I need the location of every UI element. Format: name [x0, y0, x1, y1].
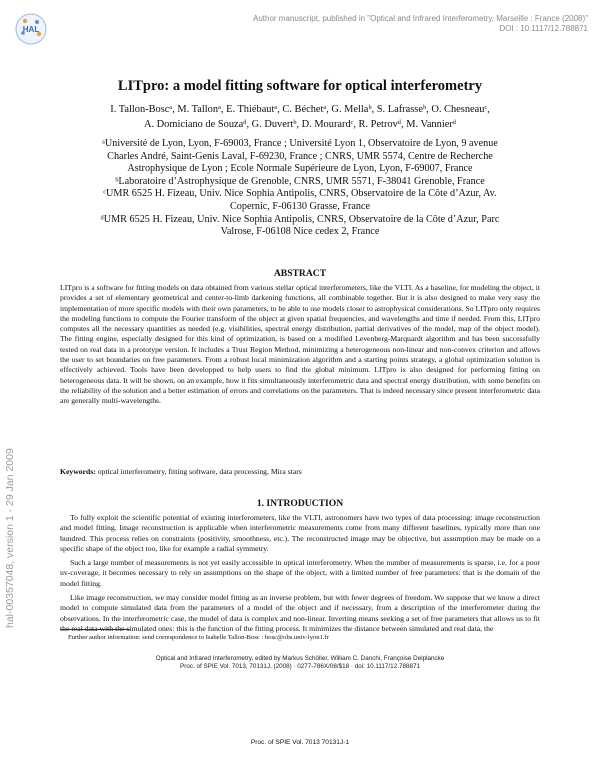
section-heading-introduction: 1. INTRODUCTION — [256, 498, 344, 509]
logo-text: HAL — [22, 25, 40, 34]
footer-line-2: Proc. of SPIE Vol. 7013, 70131J, (2008) · 0277-786X/08/$18 · doi: 10.1117/12.788871 — [180, 663, 420, 671]
intro-paragraph: Such a large number of measurements is not yet easily accessible in optical interferometry. When the number of measurements is sparse, i.e. for a poor uv-coverage, it becomes necessary to rely on assumptions on the shape of the object, with a limited number of free parameters: that is the domain of the model fitting. — [60, 558, 540, 588]
abstract-body — [60, 283, 540, 407]
affiliation-line: Charles André, Saint-Genis Laval, F-69230, France ; CNRS, UMR 5574, Centre de Recherche — [107, 150, 493, 162]
affiliations — [60, 138, 540, 239]
affiliation-line: ᵃUniversité de Lyon, Lyon, F-69003, France ; Université Lyon 1, Observatoire de Lyon, 9 avenue — [102, 138, 498, 149]
affiliation-line: Copernic, F-06130 Grasse, France — [229, 200, 371, 212]
intro-paragraph: To fully exploit the scientific potential of existing interferometers, like the VLTI, astronomers have two types of data processing: image reconstruction and model fitting. Image reconstruction is applicable when interferometric measurements come from many different baselines, typically more than one hundred. This process relies on constraints (positivity, smoothness, etc.). The reconstructed image may be objective, but assumption may be made on a specific shape of the object too, like for example a radial symmetry. — [60, 513, 540, 553]
abstract-heading: ABSTRACT — [273, 268, 327, 279]
header-doi: DOI : 10.1117/12.788871 — [499, 24, 588, 33]
authors-line-2: A. Domiciano de Souzaᵈ, G. Duvertᵇ, D. Mourardᶜ, R. Petrovᵈ, M. Vannierᵈ — [143, 119, 457, 130]
footnote-rule — [60, 629, 130, 630]
paper-title: LITpro: a model fitting software for optical interferometry — [117, 78, 483, 94]
keywords-label: Keywords: — [60, 467, 96, 476]
intro-paragraph: Like image reconstruction, we may consider model fitting as an inverse problem, but with fewer degrees of freedom. We suppose that we know a direct model to compute simulated data from the parameters of a model of the object and if necessary, from a description of the interferometer during the observations. In the interferometric case, the model of data is complex and non-linear. Inverting means seeking a set of free parameters that allows us to fit the real data with the simulated ones: this is the function of the fitting process. It minimizes the distance between simulated and real data, the — [60, 593, 540, 633]
hal-logo — [14, 12, 48, 46]
footnote: Further author information: send correspondence to Isabelle Tallon-Bosc : bosc@obs.univ-lyon1.fr — [68, 634, 329, 641]
affiliation-line: ᶜUMR 6525 H. Fizeau, Univ. Nice Sophia Antipolis, CNRS, Observatoire de la Côte d’Azur, Av. — [103, 188, 497, 200]
affiliation-line: Valrose, F-06108 Nice cedex 2, France — [220, 226, 380, 238]
footer-line-1: Optical and Infrared Interferometry, edited by Markus Schöller, William C. Danchi, Françoise Delplancke — [155, 655, 445, 662]
abstract-text: LITpro is a software for fitting models on data obtained from various stellar optical interferometers, like the VLTI. As a baseline, for modeling the object, it provides a set of elementary geometrical and center-to-limb darkening functions, all combinable together. But it is also designed to make very easy the implementation of more specific models with their own parameters, to be able to use models closer to astrophysical considerations. So LITpro only requires the modeling functions to compute the Fourier transform of the object at given spatial frequencies, and wavelengths and time if needed. From this, LITpro computes all the necessary quantities as needed (e.g. visibilities, spectral energy distribution, partial derivatives of the model, map of the object model). The fitting engine, especially designed for this kind of optimization, is based on a modified Levenberg-Marquardt algorithm and has been successfully tested on real data in a prototype version. It includes a Trust Region Method, minimizing a heterogeneous non-linear and non-convex criterion and allows the user to set boundaries on free parameters. From a robust local minimization algorithm and a starting points strategy, a global optimization solution is effectively achieved. Tools have been developped to help users to find the global minimum. LITpro is also designed for performing fitting on heterogeneous data. It will be shown, on an example, how it fits simultaneously interferometric data and spectral energy distribution, with some benefits on the reliability of the solution and a better estimation of errors and correlations on the parameters. That is indeed necessary since present interferometric data are generally multi-wavelengths. — [60, 283, 540, 406]
hal-archives-logo-icon — [14, 12, 48, 46]
header-publication-note — [148, 14, 588, 34]
authors-line-1: I. Tallon-Boscᵃ, M. Tallonᵃ, E. Thiébautᵃ, C. Béchetᵃ, G. Mellaᵇ, S. Lafrasseᵇ, O. Chesneauᶜ, — [110, 104, 490, 115]
affiliation-line: ᵈUMR 6525 H. Fizeau, Univ. Nice Sophia Antipolis, CNRS, Observatoire de la Côte d’Azur, Parc — [100, 213, 500, 225]
publication-footer — [110, 655, 490, 672]
keywords-text: optical interferometry, fitting software, data processing, Mira stars — [97, 467, 302, 476]
hal-id-sidebar: hal-00357048, version 1 - 29 Jan 2009 — [4, 448, 16, 628]
keywords — [60, 467, 540, 477]
affiliation-line: ᵇLaboratoire d’Astrophysique de Grenoble, CNRS, UMR 5571, F-38041 Grenoble, France — [115, 175, 485, 187]
header-line-1: Author manuscript, published in "Optical and Infrared Interferometry, Marseille : France (2008)" — [252, 14, 588, 23]
page-number: Proc. of SPIE Vol. 7013 70131J-1 — [250, 739, 350, 746]
author-list — [60, 102, 540, 132]
affiliation-line: Astrophysique de Lyon ; Ecole Normale Supérieure de Lyon, Lyon, F-69007, France — [127, 163, 473, 175]
introduction-body — [60, 513, 540, 634]
